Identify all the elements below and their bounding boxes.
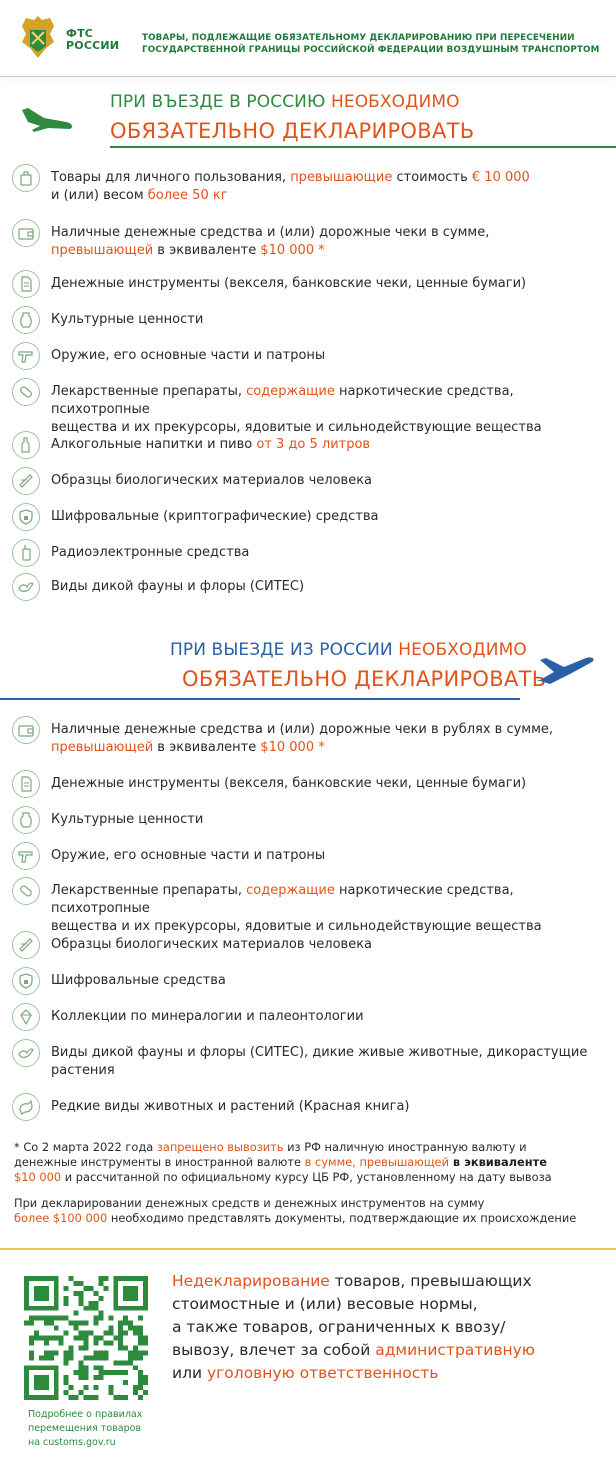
luggage-icon: [12, 164, 40, 192]
qr-caption: Подробнее о правилах перемещения товаров на customs.gov.ru: [28, 1409, 143, 1448]
exit-item-text: Коллекции по минералогии и палеонтологии: [51, 1009, 364, 1024]
bird-icon: [12, 573, 40, 601]
entry-heading-b: НЕОБХОДИМО: [330, 92, 460, 112]
animal-icon: [12, 1093, 40, 1121]
pistol-icon: [12, 842, 40, 870]
page-title-line-2: ГОСУДАРСТВЕННОЙ ГРАНИЦЫ РОССИЙСКОЙ ФЕДЕРАЦИИ ВОЗДУШНЫМ ТРАНСПОРТОМ: [142, 45, 600, 55]
entry-heading-a: ПРИ ВЪЕЗДЕ В РОССИЮ: [110, 92, 326, 112]
exit-heading-b: НЕОБХОДИМО: [398, 640, 527, 660]
plane-takeoff-icon: [534, 652, 598, 686]
exit-item-text: Образцы биологических материалов человека: [51, 937, 373, 952]
entry-item-text: Лекарственные препараты, содержащие наркотические средства, психотропные вещества и их прекурсоры, ядовитые и сильнодействующие вещества: [51, 384, 542, 435]
document-icon: [12, 770, 40, 798]
vase-icon: [12, 806, 40, 834]
exit-item-text: Наличные денежные средства и (или) дорожные чеки в рублях в сумме, превышающей в эквиваленте $10 000 *: [51, 722, 554, 755]
bottle-icon: [12, 431, 40, 459]
wallet-icon: [12, 219, 40, 247]
org-line-1: ФТС: [66, 27, 94, 40]
vase-icon: [12, 306, 40, 334]
liability-warning: Недекларирование товаров, превышающих стоимостные и (или) весовые нормы, а также товаров, ограниченных к ввозу/ вывозу, влечет за собой административную или уголовную ответственность: [172, 1272, 535, 1382]
entry-heading: [110, 92, 474, 144]
exit-heading: [170, 640, 546, 692]
wallet-icon: [12, 716, 40, 744]
entry-item-text: Радиоэлектронные средства: [51, 545, 250, 560]
header-divider: [0, 76, 616, 77]
radio-icon: [12, 539, 40, 567]
notes: [14, 1140, 606, 1226]
lock-shield-icon: [12, 503, 40, 531]
exit-heading-c: ОБЯЗАТЕЛЬНО ДЕКЛАРИРОВАТЬ: [182, 667, 547, 691]
note-currency: * Со 2 марта 2022 года запрещено вывозить из РФ наличную иностранную валюту и денежные инструменты в иностранной валюте в сумме, превышающей в эквиваленте $10 000 и рассчитанной по официальному курсу ЦБ РФ, установленному на дату вывоза: [14, 1140, 552, 1184]
page-title: [142, 32, 612, 56]
test-tube-icon: [12, 467, 40, 495]
entry-item-text: Образцы биологических материалов человека: [51, 473, 373, 488]
plane-landing-icon: [20, 104, 76, 134]
exit-item-text: Редкие виды животных и растений (Красная книга): [51, 1099, 410, 1114]
entry-item-text: Алкогольные напитки и пиво от 3 до 5 литров: [51, 437, 371, 452]
bird-icon: [12, 1039, 40, 1067]
document-icon: [12, 270, 40, 298]
entry-heading-c: ОБЯЗАТЕЛЬНО ДЕКЛАРИРОВАТЬ: [110, 119, 475, 143]
exit-heading-a: ПРИ ВЫЕЗДЕ ИЗ РОССИИ: [170, 640, 393, 660]
entry-rule: [110, 146, 616, 148]
header: [0, 0, 616, 78]
exit-item-text: Шифровальные средства: [51, 973, 226, 988]
page-title-line-1: ТОВАРЫ, ПОДЛЕЖАЩИЕ ОБЯЗАТЕЛЬНОМУ ДЕКЛАРИРОВАНИЮ ПРИ ПЕРЕСЕЧЕНИИ: [142, 33, 575, 43]
exit-item-text: Культурные ценности: [51, 812, 204, 827]
mineral-icon: [12, 1003, 40, 1031]
emblem-icon: [20, 14, 56, 60]
exit-rule: [0, 698, 520, 700]
test-tube-icon: [12, 931, 40, 959]
exit-item-text: Денежные инструменты (векселя, банковские чеки, ценные бумаги): [51, 776, 527, 791]
entry-item-text: Шифровальные (криптографические) средства: [51, 509, 379, 524]
org-name: [66, 28, 119, 52]
pill-icon: [12, 877, 40, 905]
pill-icon: [12, 378, 40, 406]
pistol-icon: [12, 342, 40, 370]
note-documents: При декларировании денежных средств и денежных инструментов на сумму более $100 000 необходимо представлять документы, подтверждающие их происхождение: [14, 1196, 577, 1225]
exit-item-text: Лекарственные препараты, содержащие наркотические средства, психотропные вещества и их прекурсоры, ядовитые и сильнодействующие вещества: [51, 883, 542, 934]
lock-shield-icon: [12, 967, 40, 995]
exit-item-text: Виды дикой фауны и флоры (СИТЕС), дикие живые животные, дикорастущие растения: [51, 1045, 588, 1078]
qr-code[interactable]: [24, 1276, 148, 1400]
org-line-2: РОССИИ: [66, 39, 120, 52]
entry-item-text: Оружие, его основные части и патроны: [51, 348, 326, 363]
footer-divider: [0, 1248, 616, 1250]
entry-item-text: Виды дикой фауны и флоры (СИТЕС): [51, 579, 305, 594]
entry-item-text: Денежные инструменты (векселя, банковские чеки, ценные бумаги): [51, 276, 527, 291]
entry-item-text: Наличные денежные средства и (или) дорожные чеки в сумме, превышающей в эквиваленте $10 000 *: [51, 225, 490, 258]
exit-item-text: Оружие, его основные части и патроны: [51, 848, 326, 863]
entry-item-text: Товары для личного пользования, превышающие стоимость € 10 000 и (или) весом более 50 кг: [51, 170, 530, 203]
entry-item-text: Культурные ценности: [51, 312, 204, 327]
